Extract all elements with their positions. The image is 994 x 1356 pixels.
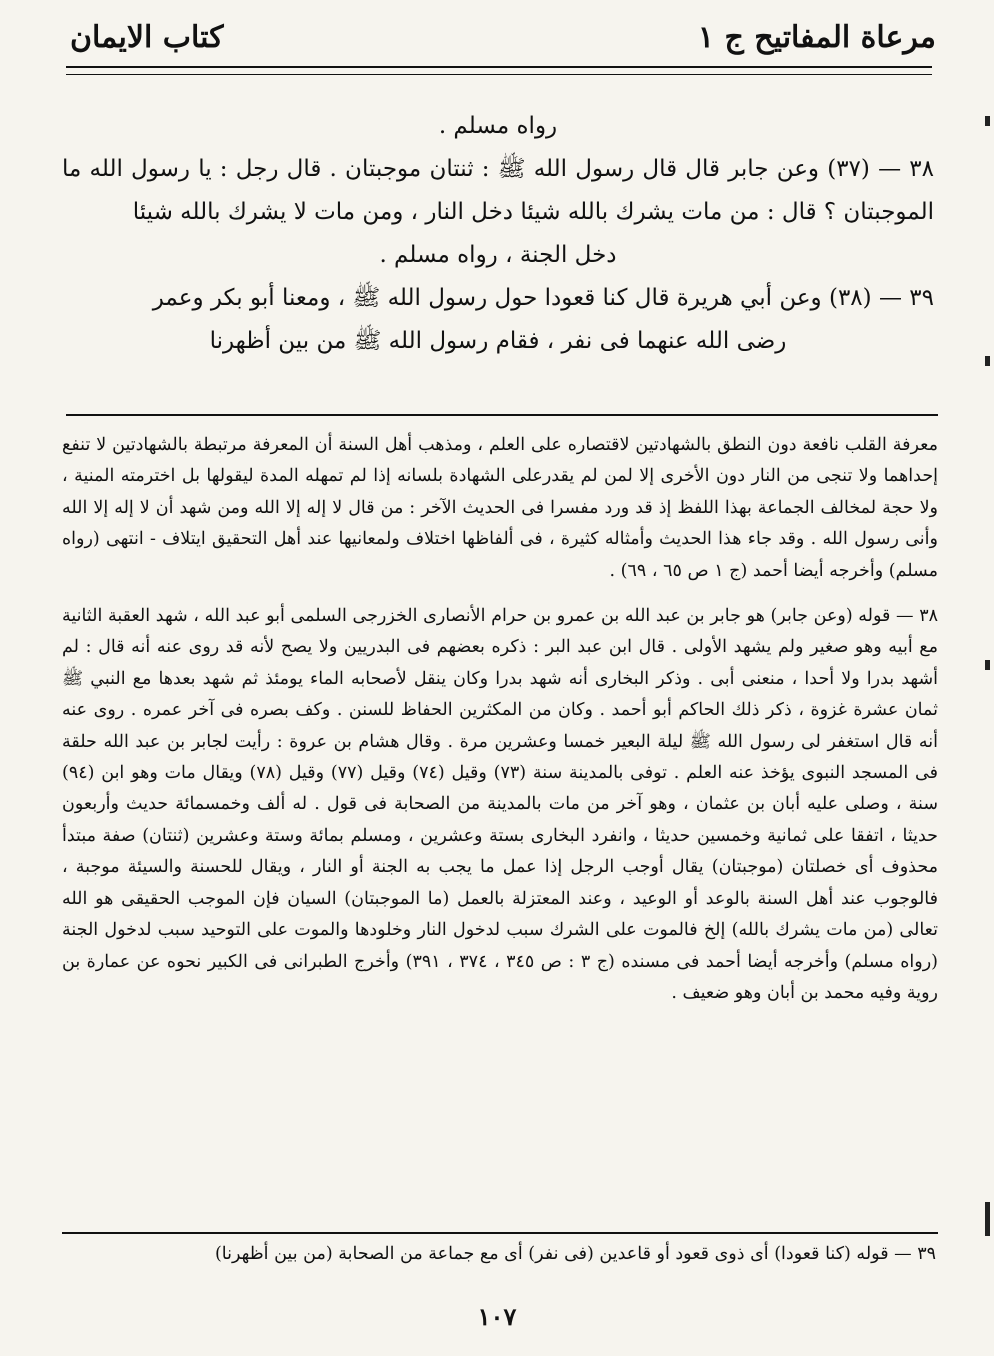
- hadith-39-end: رضى الله عنهما فى نفر ، فقام رسول الله ﷺ من بين أظهرنا: [209, 328, 787, 354]
- commentary-note-39: ٣٩ — قوله (كنا قعودا) أى ذوى قعود أو قاعدين (فى نفر) أى مع جماعة من الصحابة (من بين أظهرنا): [214, 1244, 936, 1264]
- commentary-paragraph-38: ٣٨ — قوله (وعن جابر) هو جابر بن عبد الله بن عمرو بن حرام الأنصارى الخزرجى السلمى أبو عبد الله ، شهد العقبة الثانية مع أبيه وهو صغير ولم يشهد الأولى . قال ابن عبد البر : ذكره بعضهم فى البدريين ولا يصح لأنه قد روى عنه أنه قال : لم أشهد بدرا ولا أحدا ، منعنى أبى . وذكر البخارى أنه شهد بدرا وكان ينقل لأصحابه الماء يومئذ ثم شهد بعدها مع النبي ﷺ ثمان عشرة غزوة ، ذكر ذلك الحاكم أبو أحمد . وكان من المكثرين الحفاظ للسنن . وكف بصره فى آخر عمره . روى عنه أنه قال استغفر لى رسول الله ﷺ ليلة البعير خمسا وعشرين مرة . وقال هشام بن عروة : رأيت لجابر بن عبد الله حلقة فى المسجد النبوى يؤخذ عنه العلم . توفى بالمدينة سنة (٧٣) وقيل (٧٤) وقيل (٧٧) وقيل (٧٨) ويقال مات وهو ابن (٩٤) سنة ، وصلى عليه أبان بن عثمان ، وهو آخر من مات بالمدينة من الصحابة فى قول . له ألف وخمسمائة حديث وأربعون حديثا ، اتفقا على ثمانية وخمسين حديثا ، وانفرد البخارى بستة وعشرين ، ومسلم بمائة وستة وعشرين (ثنتان) صفة مبتدأ محذوف أى خصلتان (موجبتان) يقال أوجب الرجل إذا عمل ما يجب به الجنة أو النار ، ويقال للحسنة والسيئة موجبة ، فالوجوب عند أهل السنة بالوعد أو الوعيد ، وعند المعتزلة بالعمل (ما الموجبتان) السيان فإن الموجب الحقيقى هو الله تعالى (من مات يشرك بالله) إلخ فالموت على الشرك سبب لدخول النار وخلودها والموت على التوحيد سبب لدخول الجنة (رواه مسلم) وأخرجه أيضا أحمد فى مسنده (ج ٣ : ص ٣٤٥ ، ٣٧٤ ، ٣٩١) وأخرج الطبرانى فى الكبير نحوه عن عمارة بن روية وفيه محمد بن أبان وهو ضعيف .: [62, 606, 939, 1003]
- scan-mark: [985, 660, 990, 670]
- hadith-39: ٣٩ — (٣٨) وعن أبي هريرة قال كنا قعودا حول رسول الله ﷺ ، ومعنا أبو بكر وعمر: [152, 285, 934, 311]
- hadith-text-block: [62, 105, 934, 363]
- hadith-narration-line: رواه مسلم .: [438, 113, 558, 139]
- hadith-38-end: دخل الجنة ، رواه مسلم .: [379, 242, 617, 268]
- scan-mark: [985, 1202, 990, 1236]
- scan-mark: [985, 116, 990, 126]
- commentary-divider: [66, 414, 938, 416]
- header-book-title: مرعاة المفاتيح ج ١: [697, 20, 936, 55]
- scan-mark: [985, 356, 990, 366]
- footnote-divider: [62, 1232, 938, 1234]
- header-chapter-title: كتاب الايمان: [70, 20, 224, 55]
- running-header: [60, 18, 936, 64]
- commentary-paragraph-1: معرفة القلب نافعة دون النطق بالشهادتين لاقتصاره على العلم ، ومذهب أهل السنة أن المعرفة مرتبطة بالشهادتين لا تنفع إحداهما ولا تنجى من النار دون الأخرى إلا لمن لم يقدرعلى الشهادة بلسانه إذا لم تمهله المدة ليقولها بل اخترمته المنية ، ولا حجة لمخالف الجماعة بهذا اللفظ إذ قد ورد مفسرا فى الحديث الآخر : من قال لا إله إلا الله ومن شهد أن لا إله إلا الله وأنى رسول الله . وقد جاء هذا الحديث وأمثاله كثيرة ، فى ألفاظها اختلاف ولمعانيها عند أهل التحقيق ايتلاف - انتهى (رواه مسلم) وأخرجه أيضا أحمد (ج ١ ص ٦٥ ، ٦٩) .: [62, 435, 938, 581]
- page-number: ١٠٧: [477, 1302, 517, 1331]
- commentary-block: [62, 430, 938, 1009]
- hadith-38: ٣٨ — (٣٧) وعن جابر قال قال رسول الله ﷺ : ثنتان موجبتان . قال رجل : يا رسول الله ما الموجبتان ؟ قال : من مات يشرك بالله شيئا دخل النار ، ومن مات لا يشرك بالله شيئا: [62, 156, 934, 225]
- header-divider: [66, 66, 932, 75]
